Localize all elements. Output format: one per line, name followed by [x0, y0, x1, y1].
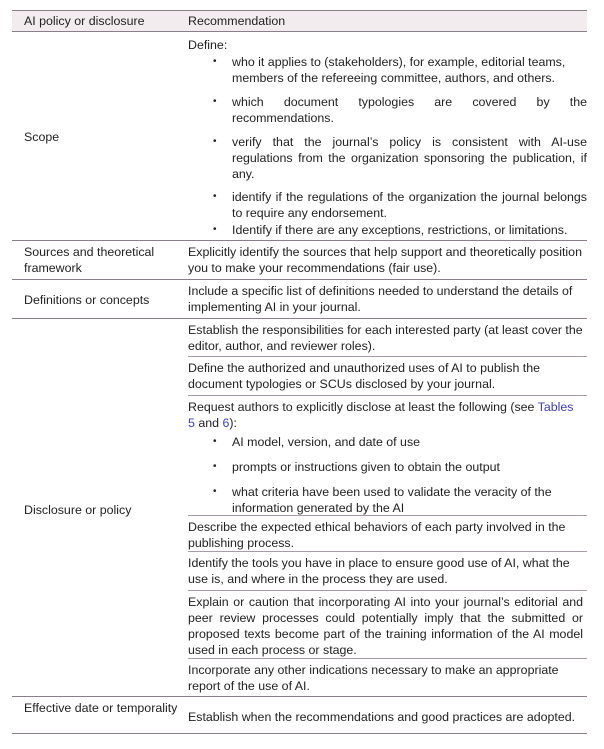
- bullet-icon: •: [213, 224, 217, 235]
- subrow-rule: [188, 658, 587, 659]
- scope-bullet: • which document typologies are covered by the recommendations.: [213, 95, 587, 125]
- scope-bullet: • who it applies to (stakeholders), for example, editorial teams, members of the refereeing committee, authors, and others.: [213, 55, 566, 85]
- bullet-icon: •: [213, 96, 217, 107]
- subrow-rule: [188, 590, 587, 591]
- subrow-rule: [188, 551, 587, 552]
- row-rule: [12, 318, 587, 319]
- bullet-icon: •: [213, 461, 217, 472]
- disclosure-item: Explain or caution that incorporating AI into your journal’s editorial and peer review processes could potentially imply that the submitted or proposed texts become part of the training information of the AI model used in each process or stage.: [188, 595, 583, 657]
- disclosure-bullet: • AI model, version, and date of use: [213, 435, 421, 449]
- table-bottom-rule: [12, 733, 587, 734]
- bullet-icon: •: [213, 56, 217, 67]
- disclosure-bullet: • what criteria have been used to validate the veracity of the information generated by the AI: [213, 485, 552, 515]
- scope-bullet: • verify that the journal’s policy is consistent with AI-use regulations from the organization sponsoring the publication, if any.: [213, 135, 587, 181]
- row-rule: [12, 279, 587, 280]
- bullet-icon: •: [213, 136, 217, 147]
- sources-text: Explicitly identify the sources that help support and theoretically position you to make your recommendations (fair use).: [188, 245, 582, 275]
- disclosure-bullet: • prompts or instructions given to obtain the output: [213, 460, 500, 474]
- row-rule: [12, 240, 587, 241]
- subrow-rule: [188, 515, 587, 516]
- row-label-definitions: Definitions or concepts: [24, 293, 150, 307]
- subrow-rule: [188, 395, 587, 396]
- disclosure-item: Incorporate any other indications necessary to make an appropriate report of the use of AI.: [188, 663, 559, 693]
- header-bottom-rule: [12, 31, 587, 32]
- header-col-policy: AI policy or disclosure: [24, 14, 145, 28]
- bullet-icon: •: [213, 436, 217, 447]
- row-label-disclosure: Disclosure or policy: [24, 503, 132, 517]
- header-col-recommendation: Recommendation: [188, 14, 286, 28]
- bullet-icon: •: [213, 191, 217, 202]
- row-label-scope: Scope: [24, 130, 60, 144]
- disclosure-item: Establish the responsibilities for each interested party (at least cover the editor, author, and reviewer roles).: [188, 323, 583, 353]
- row-label-sources: Sources and theoretical framework: [24, 245, 155, 275]
- row-rule: [12, 696, 587, 697]
- scope-bullet: • Identify if there are any exceptions, restrictions, or limitations.: [213, 223, 568, 237]
- table-6-link[interactable]: 6: [222, 416, 230, 430]
- disclosure-item: Describe the expected ethical behaviors of each party involved in the publishing process.: [188, 520, 566, 550]
- scope-intro: Define:: [188, 38, 228, 52]
- disclosure-item: Define the authorized and unauthorized uses of AI to publish the document typologies or SCUs disclosed by your journal.: [188, 361, 541, 391]
- bullet-icon: •: [213, 486, 217, 497]
- tables-5-link[interactable]: Tables 5: [188, 400, 574, 430]
- row-label-effective-date: Effective date or temporality: [24, 701, 178, 715]
- scope-bullet: • identify if the regulations of the organization the journal belongs to require any endorsement.: [213, 190, 587, 220]
- subrow-rule: [188, 356, 587, 357]
- definitions-text: Include a specific list of definitions needed to understand the details of implementing AI in your journal.: [188, 284, 573, 314]
- effective-text: Establish when the recommendations and good practices are adopted.: [188, 710, 576, 724]
- disclosure-item: Identify the tools you have in place to ensure good use of AI, what the use is, and where in the process they are used.: [188, 556, 570, 586]
- disclosure-request: Request authors to explicitly disclose at least the following (see Tables 5 and 6):: [188, 400, 574, 430]
- table-top-rule: [12, 10, 587, 11]
